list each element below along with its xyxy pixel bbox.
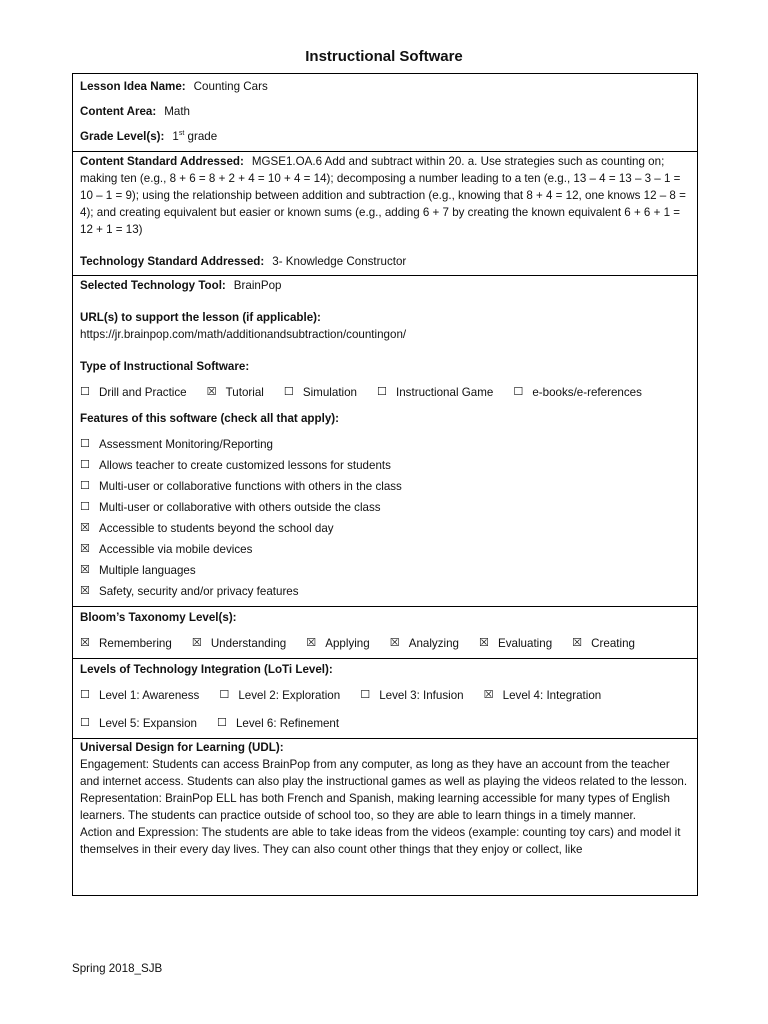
tool-label: Selected Technology Tool: bbox=[80, 279, 226, 292]
checkbox-icon: ☐ bbox=[377, 386, 387, 398]
checkbox-icon: ☐ bbox=[283, 386, 294, 398]
checkbox-icon: ☐ bbox=[360, 689, 371, 701]
standards-section bbox=[72, 152, 698, 276]
url-link[interactable]: https://jr.brainpop.com/math/additionandsubtraction/countingon/ bbox=[80, 328, 407, 341]
features-label: Features of this software (check all that apply): bbox=[80, 412, 339, 425]
blooms-section bbox=[72, 607, 698, 659]
checkbox-icon: ☒ bbox=[80, 637, 90, 649]
lesson-info-section bbox=[72, 73, 698, 152]
checkbox-icon: ☐ bbox=[219, 689, 230, 701]
grade-number: 1 bbox=[172, 130, 179, 143]
type-option-game[interactable]: ☐ Instructional Game bbox=[377, 386, 494, 399]
tool-value: BrainPop bbox=[233, 279, 282, 292]
lesson-name-label: Lesson Idea Name: bbox=[80, 80, 186, 93]
udl-section bbox=[72, 739, 698, 896]
content-standard-value: MGSE1.OA.6 Add and subtract within 20. a. Use strategies such as counting on; making ten (e.g., 8 + 6 = 8 + 2 + 4 = 10 + 4 = 14); decomposing a number leading to a ten (e.g., 13 – 4 = 13 – 3 – 1 = 10 – 1 = 9); using the relationship between addition and subtraction (e.g., knowing that 8 + 4 = 12, one knows 12 – 8 = 4); and creating equivalent but easier or known sums (e.g., adding 6 + 7 by creating the known equivalent 6 + 6 + 1 = 12 + 1 = 13) bbox=[80, 155, 686, 236]
blooms-options bbox=[80, 635, 690, 652]
grade-level-row bbox=[80, 128, 690, 145]
feature-customized-lessons[interactable]: ☐ Allows teacher to create customized lessons for students bbox=[80, 459, 391, 472]
technology-tool-section bbox=[72, 276, 698, 607]
url-label: URL(s) to support the lesson (if applicable): bbox=[80, 311, 321, 324]
udl-engagement: Engagement: Students can access BrainPop from any computer, as long as they have an account from the teacher and internet access. Students can also play the instructional games as well as playing the videos related to the lesson. bbox=[80, 758, 688, 788]
checkbox-icon: ☒ bbox=[572, 637, 583, 649]
checkbox-icon: ☒ bbox=[483, 689, 494, 701]
checkbox-icon: ☐ bbox=[513, 386, 524, 398]
loti-level-6[interactable]: ☐ Level 6: Refinement bbox=[216, 717, 340, 730]
grade-level-label: Grade Level(s): bbox=[80, 130, 165, 143]
checkbox-icon: ☐ bbox=[80, 717, 90, 729]
lesson-name-row bbox=[80, 78, 690, 95]
udl-action-expression: Action and Expression: The students are able to take ideas from the videos (example: counting toy cars) and model it themselves in their every day lives. They can also count other things that they enjoy or collect, like bbox=[80, 826, 681, 856]
loti-label: Levels of Technology Integration (LoTi Level): bbox=[80, 663, 333, 676]
page-footer: Spring 2018_SJB bbox=[72, 962, 163, 975]
blooms-understanding[interactable]: ☒ Understanding bbox=[191, 637, 287, 650]
feature-safety-security[interactable]: ☒ Safety, security and/or privacy features bbox=[80, 585, 299, 598]
loti-level-5[interactable]: ☐ Level 5: Expansion bbox=[80, 717, 197, 730]
checkbox-icon: ☒ bbox=[389, 637, 400, 649]
loti-level-4[interactable]: ☒ Level 4: Integration bbox=[483, 689, 602, 702]
grade-suffix: grade bbox=[187, 130, 218, 143]
software-type-options bbox=[80, 384, 690, 401]
type-option-tutorial[interactable]: ☒ Tutorial bbox=[206, 386, 264, 399]
type-option-simulation[interactable]: ☐ Simulation bbox=[283, 386, 358, 399]
feature-mobile-devices[interactable]: ☒ Accessible via mobile devices bbox=[80, 543, 253, 556]
loti-level-1[interactable]: ☐ Level 1: Awareness bbox=[80, 689, 200, 702]
content-area-value: Math bbox=[164, 105, 191, 118]
type-option-ebooks[interactable]: ☐ e-books/e-references bbox=[513, 386, 642, 399]
content-standard bbox=[80, 153, 690, 238]
feature-multiple-languages[interactable]: ☒ Multiple languages bbox=[80, 564, 196, 577]
type-option-drill[interactable]: ☐ Drill and Practice bbox=[80, 386, 187, 399]
checkbox-icon: ☐ bbox=[216, 717, 227, 729]
checkbox-icon: ☐ bbox=[80, 689, 90, 701]
features-list bbox=[80, 436, 690, 600]
tool-row bbox=[80, 277, 690, 294]
feature-beyond-school-day[interactable]: ☒ Accessible to students beyond the school day bbox=[80, 522, 334, 535]
udl-label: Universal Design for Learning (UDL): bbox=[80, 741, 284, 754]
checkbox-icon: ☒ bbox=[191, 637, 202, 649]
checkbox-icon: ☐ bbox=[80, 459, 90, 471]
loti-options-row-1 bbox=[80, 687, 690, 704]
software-type-label: Type of Instructional Software: bbox=[80, 360, 250, 373]
lesson-form bbox=[72, 73, 698, 896]
checkbox-icon: ☐ bbox=[80, 501, 90, 513]
loti-level-3[interactable]: ☐ Level 3: Infusion bbox=[360, 689, 464, 702]
content-area-label: Content Area: bbox=[80, 105, 157, 118]
technology-standard-label: Technology Standard Addressed: bbox=[80, 255, 265, 268]
checkbox-icon: ☒ bbox=[206, 386, 217, 398]
udl-representation: Representation: BrainPop ELL has both French and Spanish, making learning accessible for many types of English learners. The students can practice outside of school too, so they are able to learn things in a timely manner. bbox=[80, 792, 670, 822]
checkbox-icon: ☒ bbox=[479, 637, 489, 649]
blooms-label: Bloom’s Taxonomy Level(s): bbox=[80, 611, 237, 624]
checkbox-icon: ☐ bbox=[80, 480, 90, 492]
loti-level-2[interactable]: ☐ Level 2: Exploration bbox=[219, 689, 341, 702]
checkbox-icon: ☒ bbox=[80, 522, 90, 534]
blooms-evaluating[interactable]: ☒ Evaluating bbox=[479, 637, 553, 650]
document-title: Instructional Software bbox=[305, 48, 463, 65]
loti-options-row-2 bbox=[80, 715, 690, 732]
feature-assessment[interactable]: ☐ Assessment Monitoring/Reporting bbox=[80, 438, 273, 451]
technology-standard bbox=[80, 253, 690, 270]
blooms-analyzing[interactable]: ☒ Analyzing bbox=[389, 637, 459, 650]
checkbox-icon: ☒ bbox=[80, 564, 90, 576]
content-area-row bbox=[80, 103, 690, 120]
feature-multiuser-outside[interactable]: ☐ Multi-user or collaborative with others outside the class bbox=[80, 501, 381, 514]
blooms-creating[interactable]: ☒ Creating bbox=[572, 637, 635, 650]
checkbox-icon: ☒ bbox=[80, 585, 90, 597]
content-standard-label: Content Standard Addressed: bbox=[80, 155, 244, 168]
loti-section bbox=[72, 659, 698, 739]
blooms-applying[interactable]: ☒ Applying bbox=[306, 637, 370, 650]
technology-standard-value: 3- Knowledge Constructor bbox=[272, 255, 407, 268]
checkbox-icon: ☐ bbox=[80, 386, 90, 398]
lesson-name-value: Counting Cars bbox=[193, 80, 268, 93]
feature-multiuser-class[interactable]: ☐ Multi-user or collaborative functions with others in the class bbox=[80, 480, 402, 493]
checkbox-icon: ☐ bbox=[80, 438, 90, 450]
checkbox-icon: ☒ bbox=[80, 543, 90, 555]
checkbox-icon: ☒ bbox=[306, 637, 317, 649]
blooms-remembering[interactable]: ☒ Remembering bbox=[80, 637, 172, 650]
grade-ordinal: st bbox=[178, 130, 185, 138]
